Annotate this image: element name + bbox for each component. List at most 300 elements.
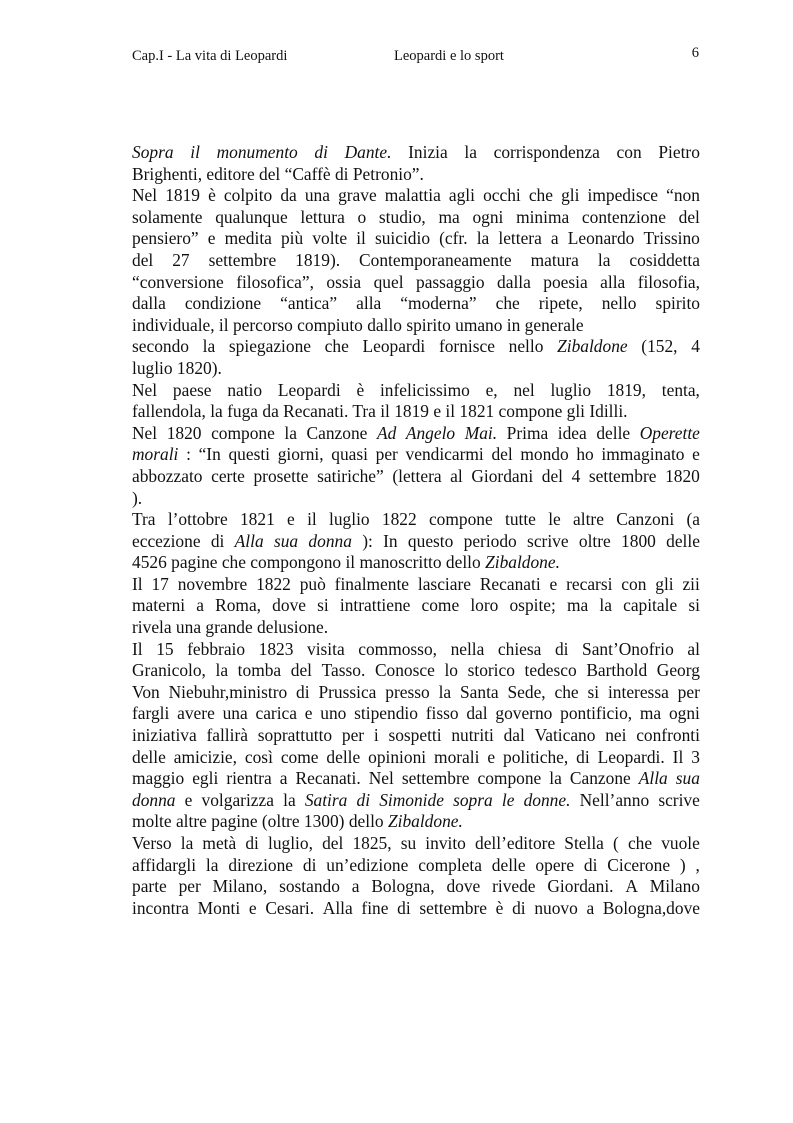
word: Niebuhr,ministro (168, 681, 288, 702)
word: è (208, 185, 216, 206)
text-line (132, 401, 700, 423)
word: opinioni (368, 746, 427, 767)
word: capitale (623, 595, 678, 616)
word: gli (655, 573, 674, 594)
word: Nel (132, 379, 158, 400)
text-line (132, 228, 700, 250)
word: corrispondenza (493, 142, 600, 162)
word: così (244, 746, 273, 767)
word: di (314, 142, 328, 162)
word: da (280, 185, 297, 206)
word: visita (307, 638, 345, 659)
word: amicizie, (173, 746, 237, 767)
word: ho (576, 444, 594, 465)
word: 1822 (381, 509, 417, 530)
word: e (207, 228, 216, 249)
word: alla (600, 271, 626, 292)
word: una (222, 703, 248, 724)
word: donna (132, 789, 176, 810)
word: Simonide (379, 789, 444, 810)
word: Barthold (586, 660, 648, 681)
text-line (132, 811, 700, 833)
word: metà (202, 833, 237, 853)
word: vendicarmi (405, 444, 484, 465)
word: una (304, 185, 330, 206)
word: e (287, 509, 295, 530)
word: presso (385, 681, 430, 702)
word: maggio (132, 768, 185, 789)
word: (lettera (392, 465, 442, 486)
word: tutte (504, 509, 536, 530)
word: : (186, 444, 191, 465)
word: Nell’anno (579, 789, 650, 810)
word: completa (418, 854, 482, 875)
word: 1821 (239, 509, 275, 530)
word: natio (227, 379, 263, 400)
word: rivede (492, 876, 536, 897)
word: il (356, 228, 366, 249)
word: A (625, 876, 638, 897)
word: Canzoni (616, 509, 675, 530)
word: chiesa (497, 638, 542, 659)
word: 1822 (256, 573, 291, 594)
word: confronti (636, 725, 700, 746)
word: questo (407, 530, 454, 551)
word: di (554, 638, 569, 659)
word: opere (535, 854, 575, 875)
word: Brighenti, editore del “Caffè di Petronio”. (132, 163, 424, 184)
word: dalla (497, 271, 531, 292)
word: la (599, 595, 612, 616)
word: delle (491, 854, 526, 875)
word: è (356, 379, 365, 400)
word: giorni, (277, 444, 324, 465)
word: si (587, 681, 600, 702)
word: Sopra (132, 142, 174, 162)
word: sua (675, 768, 700, 789)
word: Roma, (215, 595, 262, 616)
word: la (283, 789, 296, 810)
body-text (132, 142, 700, 919)
word: contenzione (581, 206, 666, 227)
word: 1820 (665, 465, 700, 486)
word: grave (338, 185, 377, 206)
word: Granicolo, (132, 660, 206, 681)
word: ma (639, 703, 662, 724)
word: occhi (483, 185, 521, 206)
word: e, (485, 379, 498, 400)
word: agli (448, 185, 475, 206)
word: i (373, 725, 379, 746)
word: lettera (498, 228, 542, 249)
word: compone (211, 422, 275, 443)
text-line (132, 833, 700, 855)
word: a (279, 768, 288, 789)
word: settembre (419, 897, 487, 918)
word: ). (132, 487, 143, 508)
word: filosofia, (637, 271, 700, 292)
word: Dante. (344, 142, 392, 162)
word: 1819 (165, 185, 200, 206)
word: lo (444, 660, 458, 681)
word: direzione (228, 854, 294, 875)
text-line (132, 444, 700, 466)
word: 4 (691, 336, 700, 357)
word: tomba (237, 660, 282, 681)
word: la (549, 768, 562, 789)
word: invito (425, 833, 466, 853)
word: Alla (322, 897, 353, 918)
word: al (450, 465, 463, 486)
word: 1825, (352, 833, 392, 853)
word: monumento (216, 142, 298, 162)
page-header (132, 45, 700, 68)
text-line (132, 142, 700, 164)
word: Pietro (658, 142, 700, 162)
word: altre (573, 509, 604, 530)
word: sopra (453, 789, 493, 810)
word: suicidio (374, 228, 431, 249)
word: per (677, 681, 700, 702)
word: volte (312, 228, 348, 249)
word: abbozzato (132, 465, 203, 486)
word: 4 (571, 465, 581, 486)
word: che (324, 336, 349, 357)
text-line (132, 768, 700, 790)
text-line (132, 164, 700, 186)
text-line (132, 639, 700, 661)
word: molte altre pagine (oltre 1300) dello (132, 811, 388, 832)
word: Leopardi (277, 379, 341, 400)
word: scrive (527, 530, 569, 551)
word: è (495, 897, 504, 918)
word: lasciare (417, 573, 471, 594)
word: impedisce (587, 185, 659, 206)
word: Trissino (643, 228, 700, 249)
text-line (132, 272, 700, 294)
word: Il (132, 573, 143, 594)
word: Nel (132, 185, 158, 206)
word: quasi (331, 444, 368, 465)
word: ossia (326, 271, 362, 292)
word: solamente (132, 206, 203, 227)
word: Leonardo (567, 228, 635, 249)
word: Tra (132, 509, 156, 530)
word: Milano (649, 876, 700, 897)
word: a (586, 897, 595, 918)
word: parte (132, 876, 167, 897)
word: rivela una grande delusione. (132, 617, 329, 638)
word: luglio (550, 379, 592, 400)
word: interessa (607, 681, 669, 702)
word: di (583, 854, 598, 875)
word: Verso (132, 833, 172, 853)
word: a (196, 595, 204, 616)
word: sospetti (388, 725, 442, 746)
word: Alla (234, 530, 264, 551)
word: egli (192, 768, 219, 789)
word: quel (373, 271, 404, 292)
word: e (487, 746, 496, 767)
text-line (132, 790, 700, 812)
word: delle (326, 746, 361, 767)
word: ): (362, 530, 373, 551)
word: matura (530, 249, 579, 270)
word: cosiddetta (629, 249, 700, 270)
word: malattia (384, 185, 441, 206)
text-line (132, 358, 700, 380)
word: In (383, 530, 398, 551)
word: e (304, 703, 313, 724)
word: Bologna, (371, 876, 435, 897)
word: si (317, 595, 329, 616)
word: infelicissimo (379, 379, 470, 400)
word: Inizia (408, 142, 448, 162)
word: Operette (639, 422, 700, 443)
word: delle (596, 422, 631, 443)
word: di (245, 833, 259, 853)
word: dalla (132, 293, 166, 314)
word: pensiero” (132, 228, 199, 249)
page-number: 6 (691, 45, 699, 61)
word: per (375, 444, 398, 465)
word: o (357, 206, 367, 227)
word: del (322, 833, 344, 853)
word: morali (434, 746, 480, 767)
word: volgarizza (201, 789, 274, 810)
word: e (549, 573, 558, 594)
word: satiriche” (317, 465, 384, 486)
word: nello (601, 293, 637, 314)
word: prosette (253, 465, 309, 486)
word: finalmente (334, 573, 410, 594)
text-line (132, 488, 700, 510)
word: fallirà (206, 725, 248, 746)
word: nello (508, 336, 544, 357)
word: ogni (472, 206, 504, 227)
text-line (132, 293, 700, 315)
text-line (132, 682, 700, 704)
word: “antica” (280, 293, 338, 314)
word: immaginato (601, 444, 685, 465)
word: minima (516, 206, 570, 227)
word: la (205, 854, 219, 875)
word: “In (198, 444, 221, 465)
text-line (132, 531, 700, 553)
word: 15 (156, 638, 174, 659)
text-line (132, 509, 700, 531)
chapter-title: Cap.I - La vita di Leopardi (132, 48, 288, 64)
word: intrattiene (339, 595, 411, 616)
word: come (421, 595, 460, 616)
word: sua (273, 530, 299, 551)
word: compone (477, 768, 542, 789)
word: Santa (459, 681, 499, 702)
word: eccezione (132, 530, 201, 551)
text-line (132, 552, 700, 574)
word: 4526 pagine che compongono il manoscritto dello (132, 552, 486, 573)
word: Giordani. (547, 876, 614, 897)
word: politiche, (503, 746, 569, 767)
word: Angelo (405, 422, 456, 443)
word: Satira (304, 789, 348, 810)
word: poesia (543, 271, 588, 292)
word: novembre (177, 573, 248, 594)
word: “non (666, 185, 700, 206)
word: colpito (223, 185, 273, 206)
word: la (438, 681, 452, 702)
word: “moderna” (400, 293, 477, 314)
word: Sede, (507, 681, 546, 702)
text-line (132, 747, 700, 769)
word: donne. (523, 789, 571, 810)
word: le (501, 789, 515, 810)
word: ogni (668, 703, 700, 724)
word: ma (567, 595, 589, 616)
word: del (541, 465, 563, 486)
text-line (132, 380, 700, 402)
word: compone (428, 509, 493, 530)
word: certe (211, 465, 245, 486)
word: di (397, 897, 411, 918)
word: Prussica (318, 681, 377, 702)
word: dove (446, 876, 481, 897)
word: nuovo (534, 897, 578, 918)
word: settembre (588, 465, 657, 486)
word: Georg (656, 660, 700, 681)
word: medita (224, 228, 272, 249)
text-line (132, 725, 700, 747)
word: di (210, 530, 225, 551)
text-line (132, 703, 700, 725)
word: delle (666, 530, 700, 551)
word: Ad (376, 422, 397, 443)
word: morali (132, 444, 179, 465)
word: la (464, 142, 477, 162)
word: stipendio (354, 703, 418, 724)
text-line (132, 466, 700, 488)
word: e (248, 897, 257, 918)
word: fine (361, 897, 389, 918)
word: Mai. (464, 422, 498, 443)
word: al (687, 638, 700, 659)
word: la (476, 228, 490, 249)
word: Zibaldone. (387, 811, 463, 832)
word: Nel (132, 422, 158, 443)
word: uno (320, 703, 347, 724)
word: del (491, 444, 513, 465)
text-line (132, 423, 700, 445)
word: mondo (520, 444, 569, 465)
word: 1823 (258, 638, 294, 659)
word: si (688, 595, 700, 616)
word: qualunque (215, 206, 288, 227)
word: può (299, 573, 326, 594)
word: che (528, 185, 553, 206)
word: oltre (578, 530, 611, 551)
word: nutriti (451, 725, 494, 746)
word: governo (495, 703, 553, 724)
word: Leopardi. (597, 746, 665, 767)
word: lettura (300, 206, 345, 227)
word: Leopardi (362, 336, 426, 357)
word: e (184, 789, 193, 810)
word: Stella (564, 833, 604, 853)
word: l’ottobre (167, 509, 228, 530)
word: filosofica”, (236, 271, 314, 292)
word: materni (132, 595, 186, 616)
word: come (280, 746, 319, 767)
word: settembre (208, 249, 277, 270)
word: dal (503, 725, 525, 746)
word: Cicerone (607, 854, 671, 875)
word: Il (672, 746, 684, 767)
word: Monti (197, 897, 241, 918)
word: nel (513, 379, 535, 400)
word: Il (132, 638, 143, 659)
word: affidargli (132, 854, 197, 875)
word: la (180, 833, 194, 853)
word: Zibaldone (557, 336, 628, 357)
word: la (597, 249, 611, 270)
word: per (341, 725, 365, 746)
word: Nel (368, 768, 394, 789)
word: febbraio (187, 638, 246, 659)
word: che (495, 293, 520, 314)
text-line (132, 855, 700, 877)
word: scrive (658, 789, 700, 810)
word: Von (132, 681, 160, 702)
word: Giordani (471, 465, 534, 486)
word: incontra (132, 897, 189, 918)
word: (152, (641, 336, 678, 357)
word: per (178, 876, 201, 897)
word: fargli (132, 703, 170, 724)
word: la (215, 660, 229, 681)
running-title: Leopardi e lo sport (394, 48, 504, 64)
word: storico (467, 660, 515, 681)
word: carica (255, 703, 297, 724)
word: periodo (463, 530, 517, 551)
word: fisso (425, 703, 459, 724)
word: , (695, 854, 700, 875)
word: con (616, 142, 642, 162)
word: pontificio, (560, 703, 633, 724)
word: settembre (401, 768, 470, 789)
word: ospite; (509, 595, 556, 616)
word: tedesco (524, 660, 577, 681)
word: Bologna,dove (602, 897, 700, 918)
word: Tasso. (321, 660, 366, 681)
word: ) (679, 854, 686, 875)
word: fornisce (438, 336, 495, 357)
word: Conosce (374, 660, 435, 681)
word: nella (450, 638, 485, 659)
word: a (351, 876, 360, 897)
word: idea (557, 422, 587, 443)
word: la (284, 422, 297, 443)
word: spirito (655, 293, 700, 314)
text-line (132, 207, 700, 229)
word: zii (682, 573, 700, 594)
word: Cesari. (265, 897, 315, 918)
word: donna (308, 530, 352, 551)
word: di (302, 854, 317, 875)
word: 1820 (166, 422, 202, 443)
word: di (356, 789, 371, 810)
text-line (132, 617, 700, 639)
word: di (576, 746, 590, 767)
